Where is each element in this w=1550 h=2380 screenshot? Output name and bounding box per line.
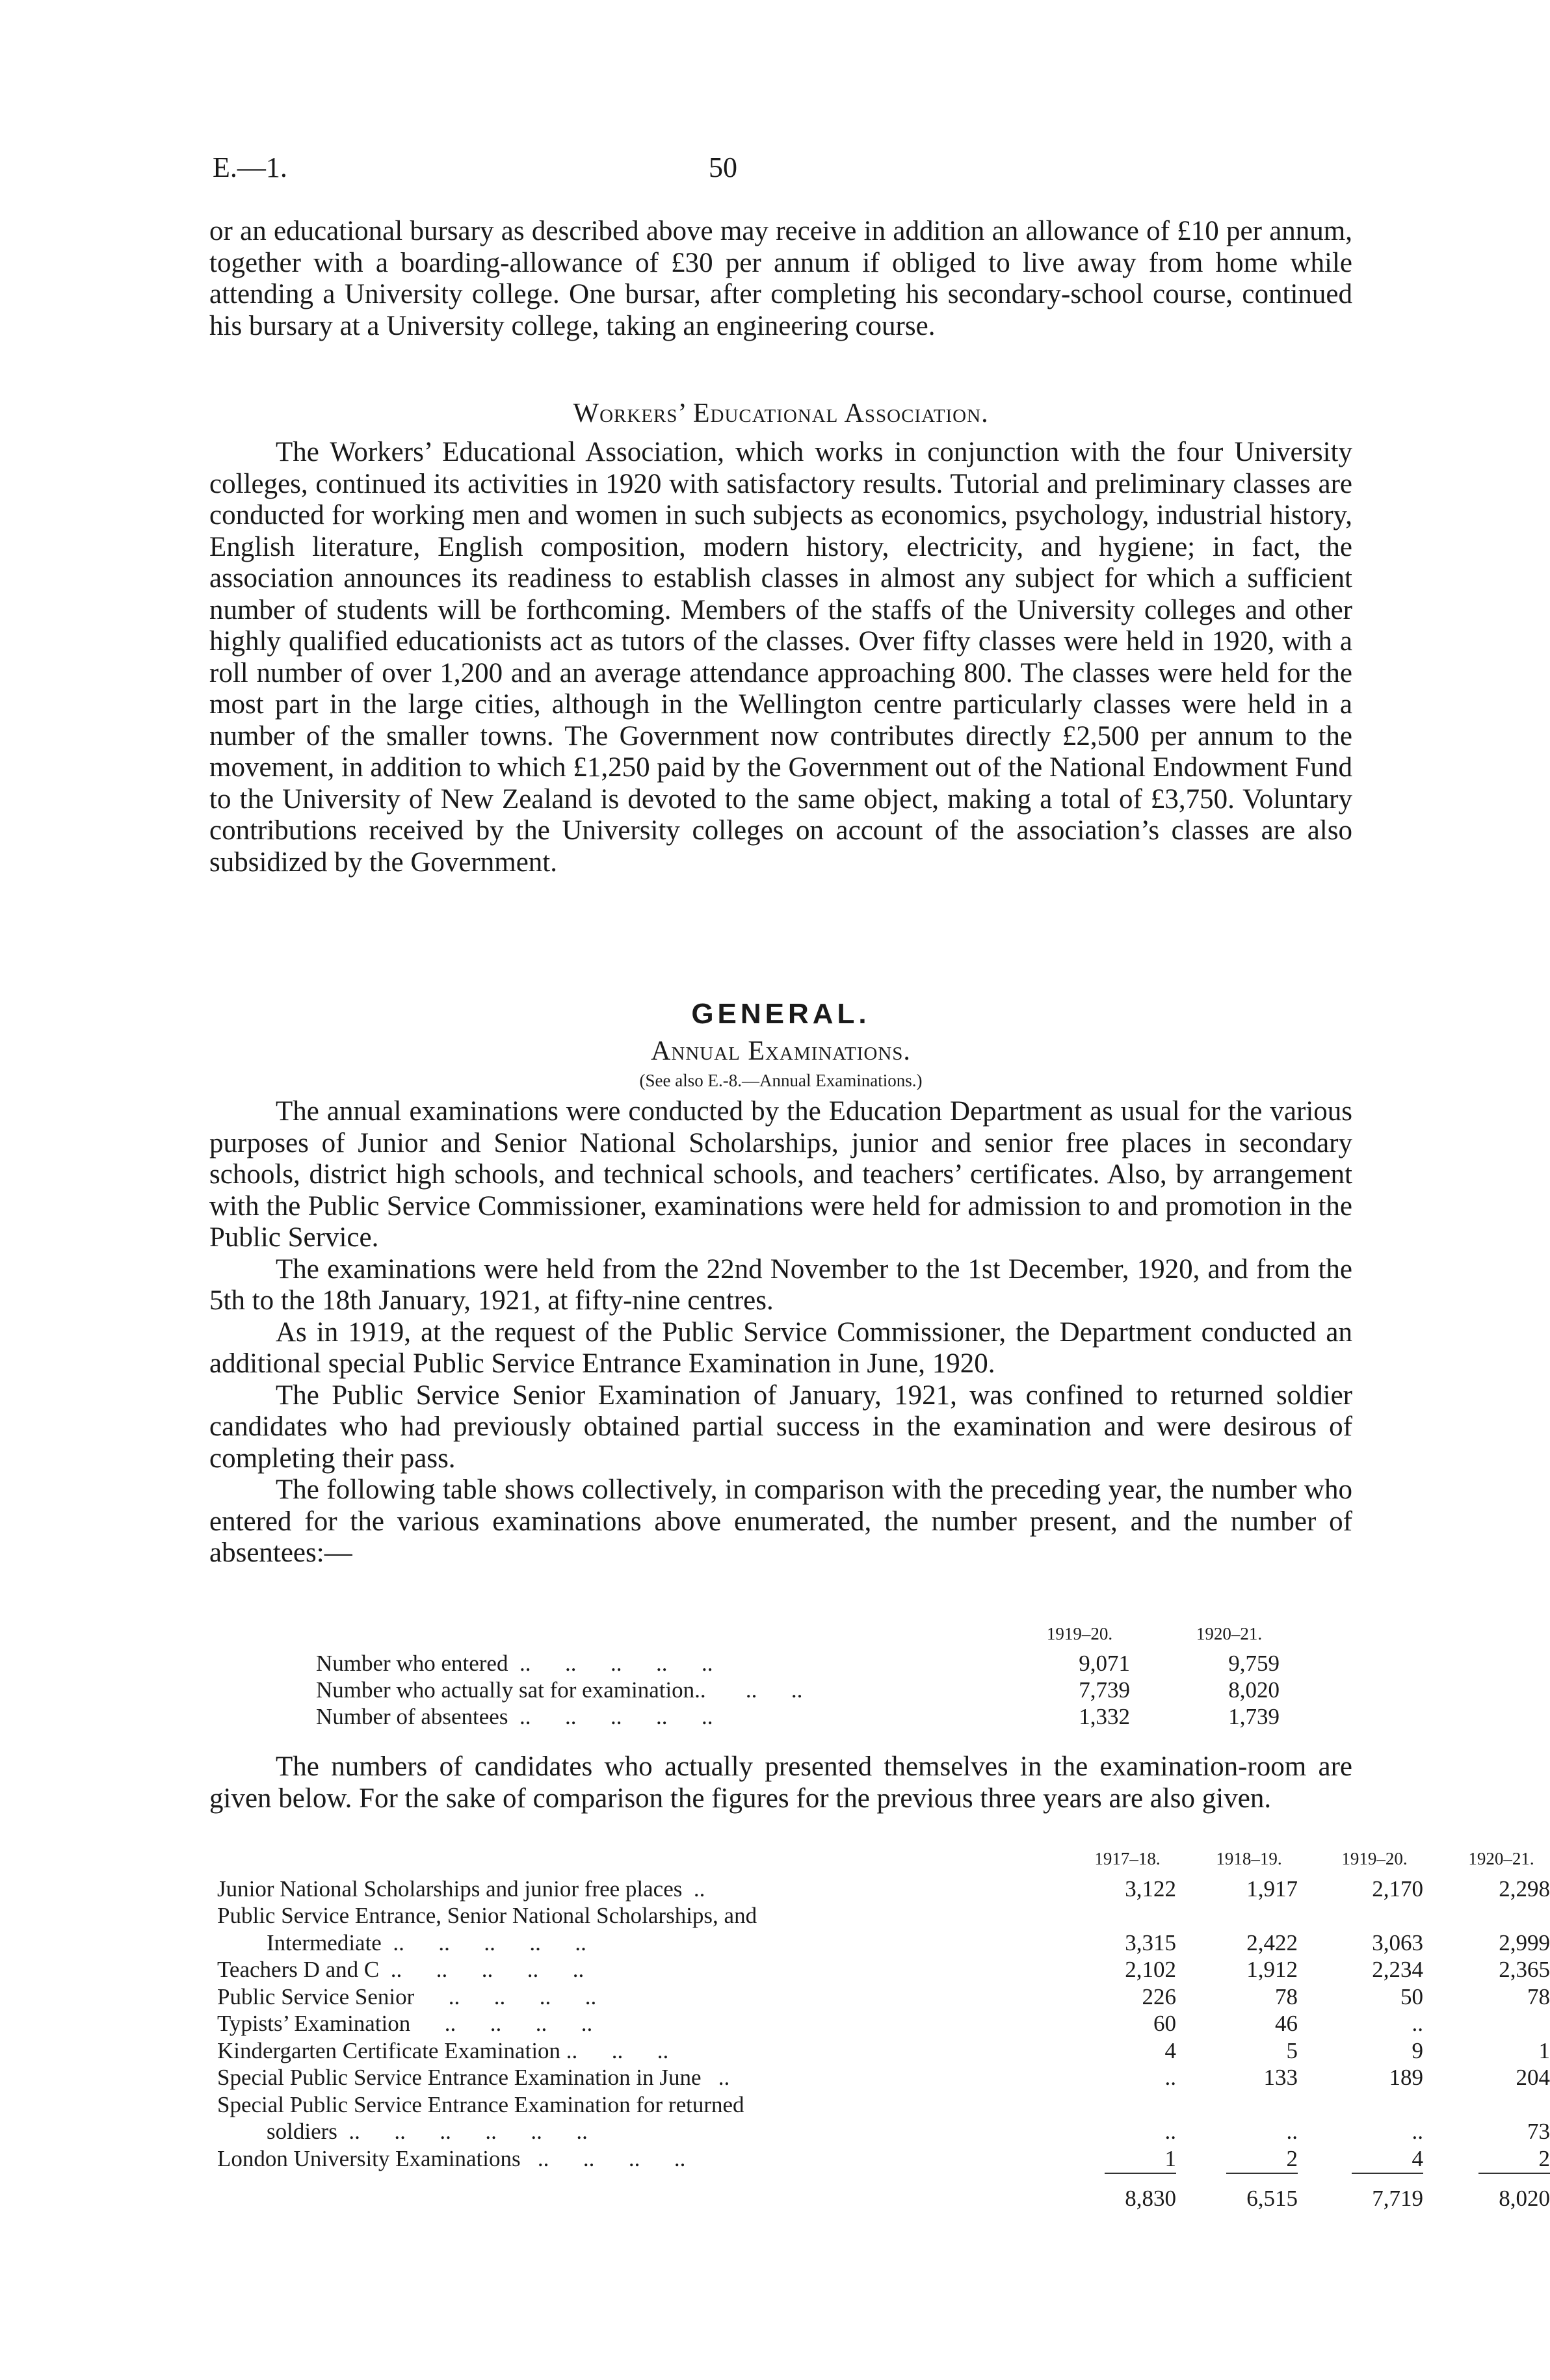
cell: 78 [1527, 1983, 1550, 2009]
candidates-table-body [217, 1876, 1550, 2173]
row-label: Public Service Senior .. .. .. .. [217, 1983, 597, 2009]
general-paragraph: The examinations were held from the 22nd November to the 1st December, 1920, and from the 5th to the 18th January, 1921, at fifty-nine centres. [209, 1253, 1352, 1316]
row-label: Number who entered .. .. .. .. .. [316, 1651, 713, 1676]
table-row [217, 2145, 1550, 2173]
table-row [217, 2037, 1550, 2065]
table-row [217, 1876, 1550, 1903]
entries-table [311, 1624, 1286, 1731]
cell: 1 [1538, 2037, 1550, 2063]
candidates-paragraph: The numbers of candidates who actually presented themselves in the examination-room are given below. For the sake of comparison the figures for the previous three years are also given. [209, 1751, 1352, 1814]
cell: 204 [1516, 2065, 1550, 2090]
column-header: 1918–19. [1216, 1849, 1282, 1868]
total-cell: 8,020 [1499, 2186, 1550, 2211]
total-cell: 8,830 [1125, 2186, 1176, 2211]
totals-row [217, 2186, 1550, 2213]
table-row [217, 2119, 1550, 2146]
annual-exams-heading: Annual Examinations. [651, 1036, 911, 1066]
cell: 2,102 [1125, 1957, 1176, 1982]
cell: 133 [1263, 2065, 1298, 2090]
column-header: 1920–21. [1468, 1849, 1534, 1868]
cell: 9,759 [1228, 1651, 1280, 1676]
total-cell: 7,719 [1372, 2186, 1423, 2211]
total-rule [1478, 2173, 1550, 2174]
cell: .. [1286, 2119, 1298, 2144]
total-rule [1226, 2173, 1298, 2174]
cell: 1 [1164, 2145, 1176, 2171]
intro-paragraph: or an educational bursary as described above may receive in addition an allowance of £10 per annum, together with a boarding-allowance of £30 per annum if obliged to live away from home while attending a University college. One bursar, after completing his secondary-school course, continued his bursary at a University college, taking an engineering course. [209, 216, 1352, 341]
total-cell: 6,515 [1246, 2186, 1298, 2211]
wea-section [209, 398, 1352, 878]
table-row [217, 1983, 1550, 2011]
cell: 9,071 [1079, 1651, 1130, 1676]
cell: 189 [1389, 2065, 1423, 2090]
general-paragraph: As in 1919, at the request of the Public Service Commissioner, the Department conducted an additional special Public Service Entrance Examination in June, 1920. [209, 1316, 1352, 1379]
table-row [217, 1929, 1550, 1957]
row-label: Junior National Scholarships and junior free places .. [217, 1876, 705, 1902]
cell: 1,739 [1228, 1704, 1280, 1729]
cell: 9 [1412, 2037, 1423, 2063]
row-label: soldiers .. .. .. .. .. .. [267, 2119, 588, 2144]
cell: 2,999 [1499, 1929, 1550, 1955]
cell: .. [1412, 2119, 1423, 2144]
cell: 73 [1527, 2119, 1550, 2144]
column-header: 1920–21. [1196, 1624, 1263, 1643]
intro-block [209, 216, 1352, 342]
cell: 8,020 [1228, 1677, 1280, 1703]
cell: 60 [1153, 2011, 1176, 2036]
general-heading: GENERAL. [691, 998, 871, 1030]
table-row [217, 2092, 1361, 2119]
cell: 50 [1400, 1983, 1423, 2009]
row-label: Number of absentees .. .. .. .. .. [316, 1704, 713, 1729]
total-rule [1105, 2173, 1176, 2174]
cell: 78 [1275, 1983, 1298, 2009]
cell: 1,332 [1079, 1704, 1130, 1729]
cell: .. [1164, 2065, 1176, 2090]
candidates-table [217, 1849, 1550, 2213]
total-rule-row [217, 2173, 1361, 2186]
document-reference: E.—1. [213, 151, 287, 183]
cell: 3,122 [1125, 1876, 1176, 1902]
cell: .. [1412, 2011, 1423, 2036]
general-paragraph: The annual examinations were conducted by the Education Department as usual for the various purposes of Junior and Senior National Scholarships, junior and senior free places in secondary schools, district high schools, and technical schools, and teachers’ certificates. Also, by arrangement with the Public Service Commissioner, examinations were held for admission to and promotion in the Public Service. [209, 1096, 1352, 1253]
table-header-row [217, 1849, 1534, 1876]
table-row [217, 2065, 1550, 2092]
row-label: Teachers D and C .. .. .. .. .. [217, 1957, 585, 1982]
table-row [217, 1903, 1361, 1930]
cell: 46 [1275, 2011, 1298, 2036]
row-label: Typists’ Examination .. .. .. .. [217, 2011, 593, 2036]
wea-paragraph: The Workers’ Educational Association, which works in conjunction with the four University colleges, continued its activities in 1920 with satisfactory results. Tutorial and preliminary classes are conducted for working men and women in such subjects as economics, psychology, industrial history, English literature, English composition, modern history, electricity, and hygiene; in fact, the association announces its readiness to establish classes in almost any subject for which a sufficient number of students will be forthcoming. Members of the staffs of the University colleges and other highly qualified educationists act as tutors of the classes. Over fifty classes were held in 1920, with a roll number of over 1,200 and an average attendance approaching 800. The classes were held for the most part in the large cities, although in the Wellington centre particularly classes were held in a number of the smaller towns. The Government now contributes directly £2,500 per annum to the movement, in addition to which £1,250 paid by the Government out of the National Endowment Fund to the University of New Zealand is devoted to the same object, making a total of £3,750. Voluntary contributions received by the University colleges on account of the association’s classes are also subsidized by the Government. [209, 437, 1352, 878]
row-label: Public Service Entrance, Senior National Scholarships, and [217, 1903, 757, 1928]
general-paragraph: The following table shows collectively, in comparison with the preceding year, the number who entered for the various examinations above enumerated, the number present, and the number of absentees:— [209, 1474, 1352, 1568]
cell: .. [1164, 2119, 1176, 2144]
column-header: 1919–20. [1341, 1849, 1408, 1868]
cell: 2 [1286, 2145, 1298, 2171]
table-header-row [311, 1624, 1286, 1651]
candidates-intro [209, 1751, 1352, 1814]
row-label: Number who actually sat for examination.. .. .. [316, 1677, 803, 1703]
table-row [311, 1651, 1286, 1677]
cell: 2,298 [1499, 1876, 1550, 1902]
column-header: 1919–20. [1046, 1624, 1113, 1643]
cell: 4 [1412, 2145, 1423, 2171]
cell: 226 [1142, 1983, 1176, 2009]
column-header: 1917–18. [1094, 1849, 1161, 1868]
cell: 2,422 [1246, 1929, 1298, 1955]
table-row [217, 1957, 1550, 1984]
table-row [311, 1677, 1286, 1704]
cell: 2,234 [1372, 1957, 1423, 1982]
total-rule [1352, 2173, 1423, 2174]
cell: 2,365 [1499, 1957, 1550, 1982]
see-also-note: (See also E.-8.—Annual Examinations.) [639, 1071, 923, 1090]
cell: 5 [1286, 2037, 1298, 2063]
cell: 2 [1538, 2145, 1550, 2171]
cell: 1,912 [1246, 1957, 1298, 1982]
row-label: Special Public Service Entrance Examination in June .. [217, 2065, 730, 2090]
wea-heading: Workers’ Educational Association. [573, 399, 989, 428]
row-label: Intermediate .. .. .. .. .. [267, 1929, 586, 1955]
row-label: Special Public Service Entrance Examination for returned [217, 2091, 744, 2117]
general-paragraph: The Public Service Senior Examination of January, 1921, was confined to returned soldier candidates who had previously obtained partial success in the examination and were desirous of completing their pass. [209, 1380, 1352, 1474]
page-number: 50 [709, 151, 737, 183]
cell: 7,739 [1079, 1677, 1130, 1703]
row-label: Kindergarten Certificate Examination .. .. .. [217, 2037, 669, 2063]
row-label: London University Examinations .. .. .. .. [217, 2145, 686, 2171]
cell: 3,063 [1372, 1929, 1423, 1955]
table-row [217, 2011, 1423, 2038]
cell: 4 [1164, 2037, 1176, 2063]
cell: 1,917 [1246, 1876, 1298, 1902]
general-section [209, 998, 1352, 1569]
cell: 3,315 [1125, 1929, 1176, 1955]
table-row [311, 1704, 1286, 1731]
cell: 2,170 [1372, 1876, 1423, 1902]
